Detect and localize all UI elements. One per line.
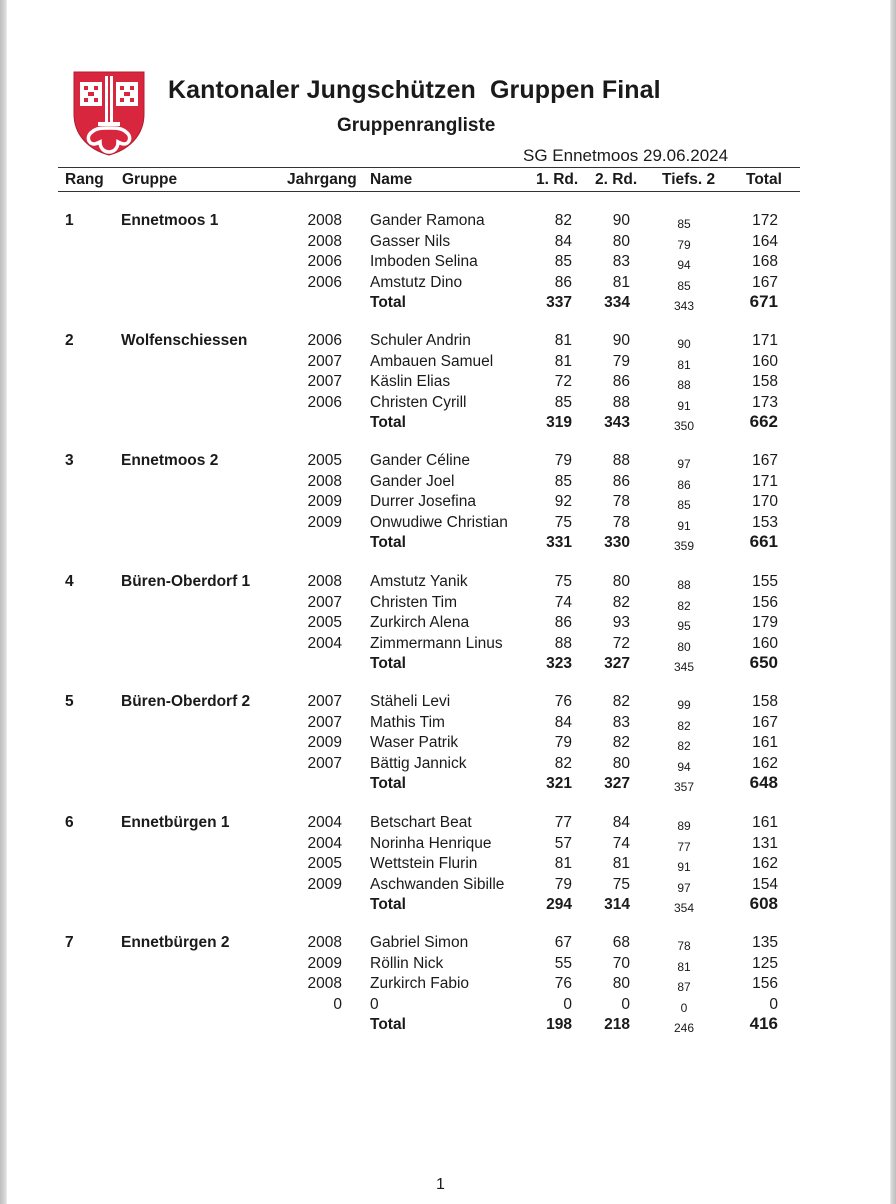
member-rd1: 79 [554,452,572,469]
group-sum-tiefs2: 359 [673,539,695,554]
member-name: Imboden Selina [370,253,478,271]
member-name: Amstutz Yanik [370,573,468,590]
member-rd1: 84 [554,713,572,731]
member-tiefs2: 89 [677,819,691,833]
member-rd1: 86 [554,273,572,291]
member-jahrgang: 2009 [307,954,342,972]
group-sum-total: 648 [749,773,778,793]
member-rd2: 82 [612,593,630,611]
col-header-total: Total [746,171,782,188]
member-tiefs2: 91 [677,518,691,533]
member-tiefs2: 88 [677,378,691,393]
group-total-label: Total [370,414,406,432]
member-rd1: 67 [554,934,572,951]
member-name: Gabriel Simon [370,934,469,951]
member-name: Gasser Nils [370,232,451,250]
member-rd2: 88 [612,393,630,411]
member-jahrgang: 2009 [307,734,342,752]
group-sum-rd2: 343 [604,414,630,432]
member-rd2: 70 [612,954,630,972]
member-total: 155 [752,573,778,590]
member-jahrgang: 2007 [307,593,342,611]
member-name: Ambauen Samuel [370,352,494,370]
member-rd2: 68 [612,934,630,951]
member-rd1: 88 [554,634,572,652]
member-tiefs2: 97 [677,457,691,471]
member-name: Bättig Jannick [370,754,467,772]
member-tiefs2: 88 [677,578,691,592]
group-sum-tiefs2: 357 [673,780,695,795]
member-jahrgang: 0 [333,995,342,1013]
member-jahrgang: 2008 [307,934,342,951]
member-tiefs2: 91 [677,398,691,413]
member-rd2: 88 [612,452,630,469]
member-name: Amstutz Dino [370,273,463,291]
member-jahrgang: 2007 [307,713,342,731]
member-rd2: 80 [612,573,630,590]
member-tiefs2: 0 [680,1000,688,1015]
member-jahrgang: 2009 [307,513,342,531]
group-total-label: Total [370,1016,406,1034]
group-sum-total: 608 [749,894,778,914]
member-tiefs2: 85 [677,217,691,231]
member-total: 173 [752,393,778,411]
member-total: 167 [752,273,778,291]
member-jahrgang: 2004 [307,834,342,852]
member-rd1: 85 [554,472,572,490]
member-name: Christen Tim [370,593,457,611]
member-rd2: 78 [612,493,630,511]
group-name: Wolfenschiessen [121,332,248,349]
member-tiefs2: 81 [677,959,691,974]
group-rank: 2 [65,332,74,349]
member-jahrgang: 2006 [307,332,342,349]
member-rd1: 79 [554,875,572,893]
member-tiefs2: 99 [677,698,691,712]
member-name: Betschart Beat [370,814,472,831]
member-total: 171 [752,332,778,349]
col-header-tiefs2: Tiefs. 2 [662,171,716,188]
col-header-rang: Rang [65,171,104,188]
member-rd1: 75 [554,513,572,531]
member-jahrgang: 2008 [307,573,342,590]
member-rd2: 0 [621,995,630,1013]
group-sum-total: 671 [749,292,778,312]
col-header-gruppe: Gruppe [122,171,178,188]
member-name: Durrer Josefina [370,493,476,511]
member-jahrgang: 2006 [307,253,342,271]
group-sum-rd2: 218 [604,1016,630,1034]
member-rd1: 81 [554,332,572,349]
member-rd2: 90 [612,212,630,229]
member-rd1: 81 [554,352,572,370]
member-jahrgang: 2008 [307,472,342,490]
member-name: Waser Patrik [370,734,459,752]
member-tiefs2: 94 [677,258,691,273]
member-rd2: 78 [612,513,630,531]
member-rd2: 86 [612,472,630,490]
member-tiefs2: 85 [677,498,691,513]
group-sum-tiefs2: 343 [673,299,695,314]
member-name: Onwudiwe Christian [370,513,508,531]
venue-date: SG Ennetmoos 29.06.2024 [523,146,729,165]
member-jahrgang: 2008 [307,212,342,229]
member-name: Zurkirch Fabio [370,975,470,993]
group-name: Ennetbürgen 2 [121,934,230,951]
group-sum-total: 416 [749,1014,778,1034]
member-total: 171 [752,472,778,490]
group-sum-rd1: 331 [546,534,572,552]
document-subtitle: Gruppenrangliste [337,115,496,136]
member-rd1: 82 [554,754,572,772]
member-name: Wettstein Flurin [370,855,478,873]
member-total: 156 [752,975,778,993]
member-tiefs2: 82 [677,718,691,733]
member-tiefs2: 91 [677,860,691,875]
group-rank: 3 [65,452,74,469]
member-tiefs2: 90 [677,337,691,351]
member-name: Zimmermann Linus [370,634,503,652]
member-rd2: 82 [612,734,630,752]
group-sum-rd1: 337 [546,294,572,312]
member-total: 168 [752,253,778,271]
member-rd1: 92 [554,493,572,511]
member-total: 135 [752,934,778,951]
member-rd1: 76 [554,693,572,710]
member-rd2: 90 [612,332,630,349]
member-tiefs2: 78 [677,939,691,953]
member-name: Zurkirch Alena [370,614,470,632]
group-sum-rd1: 321 [546,775,572,793]
member-tiefs2: 82 [677,598,691,613]
group-rank: 7 [65,934,74,951]
member-total: 170 [752,493,778,511]
member-total: 164 [752,232,778,250]
member-tiefs2: 94 [677,759,691,774]
col-header-name: Name [370,171,413,188]
member-rd1: 82 [554,212,572,229]
group-sum-rd2: 334 [604,294,630,312]
member-rd2: 93 [612,614,630,632]
group-sum-tiefs2: 246 [673,1021,695,1036]
group-sum-rd2: 327 [604,655,630,673]
member-rd2: 72 [612,634,630,652]
group-sum-rd1: 294 [546,896,572,914]
member-name: Gander Céline [370,452,470,469]
group-sum-rd1: 323 [546,655,572,673]
group-total-label: Total [370,534,406,552]
member-rd2: 83 [612,713,630,731]
col-header-rd1: 1. Rd. [536,171,579,188]
member-tiefs2: 97 [677,880,691,895]
member-total: 156 [752,593,778,611]
member-total: 131 [752,834,778,852]
member-jahrgang: 2007 [307,352,342,370]
group-sum-rd1: 319 [546,414,572,432]
member-jahrgang: 2005 [307,614,342,632]
member-name: Mathis Tim [370,713,445,731]
group-name: Büren-Oberdorf 1 [121,573,251,590]
member-name: Käslin Elias [370,373,451,391]
group-sum-rd2: 330 [604,534,630,552]
group-rank: 4 [65,573,74,590]
group-sum-total: 650 [749,653,778,673]
member-total: 160 [752,634,778,652]
member-name: Norinha Henrique [370,834,492,852]
member-total: 158 [752,693,778,710]
group-name: Büren-Oberdorf 2 [121,693,251,710]
member-tiefs2: 81 [677,357,691,372]
member-jahrgang: 2008 [307,975,342,993]
document-title: Kantonaler Jungschützen Gruppen Final [168,76,661,104]
member-jahrgang: 2009 [307,493,342,511]
member-jahrgang: 2008 [307,232,342,250]
group-name: Ennetbürgen 1 [121,814,230,831]
member-rd2: 74 [612,834,630,852]
group-name: Ennetmoos 2 [121,452,219,469]
member-tiefs2: 80 [677,639,691,654]
member-rd2: 83 [612,253,630,271]
member-rd2: 80 [612,754,630,772]
member-total: 153 [752,513,778,531]
group-total-label: Total [370,775,406,793]
member-rd1: 84 [554,232,572,250]
member-total: 154 [752,875,778,893]
member-tiefs2: 87 [677,980,691,995]
member-rd2: 79 [612,352,630,370]
member-rd1: 57 [554,834,572,852]
member-total: 0 [769,995,778,1013]
member-rd1: 85 [554,393,572,411]
group-sum-total: 662 [749,412,778,432]
member-rd1: 72 [554,373,572,391]
header-rule-bottom [58,191,800,192]
member-name: Aschwanden Sibille [370,875,505,893]
member-jahrgang: 2005 [307,452,342,469]
member-rd2: 81 [612,273,630,291]
member-rd1: 77 [554,814,572,831]
member-rd1: 85 [554,253,572,271]
group-total-label: Total [370,896,406,914]
member-rd1: 81 [554,855,572,873]
member-rd2: 80 [612,232,630,250]
member-tiefs2: 86 [677,477,691,492]
member-total: 179 [752,614,778,632]
member-total: 158 [752,373,778,391]
member-jahrgang: 2006 [307,273,342,291]
member-total: 161 [752,734,778,752]
member-jahrgang: 2007 [307,373,342,391]
group-total-label: Total [370,294,406,312]
member-rd2: 84 [612,814,630,831]
member-rd2: 75 [612,875,630,893]
member-name: Röllin Nick [370,954,444,972]
member-jahrgang: 2005 [307,855,342,873]
member-rd1: 55 [554,954,572,972]
member-tiefs2: 85 [677,278,691,293]
member-rd1: 0 [563,995,572,1013]
member-total: 125 [752,954,778,972]
member-tiefs2: 95 [677,619,691,634]
group-sum-tiefs2: 350 [673,419,695,434]
group-rank: 5 [65,693,74,710]
member-jahrgang: 2007 [307,754,342,772]
member-rd2: 81 [612,855,630,873]
member-total: 162 [752,754,778,772]
member-rd2: 82 [612,693,630,710]
group-name: Ennetmoos 1 [121,212,219,229]
group-sum-tiefs2: 354 [673,901,695,916]
member-rd1: 76 [554,975,572,993]
page-number: 1 [436,1176,445,1193]
member-tiefs2: 77 [677,839,691,854]
member-jahrgang: 2007 [307,693,342,710]
member-name: Schuler Andrin [370,332,471,349]
member-rd1: 86 [554,614,572,632]
nidwalden-coat-of-arms-icon [72,70,146,156]
member-rd1: 75 [554,573,572,590]
page-edge-right [890,0,896,1204]
group-sum-tiefs2: 345 [673,660,695,675]
member-total: 162 [752,855,778,873]
member-rd1: 79 [554,734,572,752]
member-rd2: 86 [612,373,630,391]
group-total-label: Total [370,655,406,673]
member-jahrgang: 2009 [307,875,342,893]
member-jahrgang: 2004 [307,814,342,831]
col-header-rd2: 2. Rd. [595,171,638,188]
group-rank: 6 [65,814,74,831]
group-sum-rd2: 314 [604,896,630,914]
member-name: Stäheli Levi [370,693,451,710]
member-rd1: 74 [554,593,572,611]
group-sum-rd1: 198 [546,1016,572,1034]
col-header-jahrgang: Jahrgang [287,171,357,188]
member-total: 167 [752,452,778,469]
member-total: 161 [752,814,778,831]
member-jahrgang: 2004 [307,634,342,652]
member-total: 160 [752,352,778,370]
member-name: Christen Cyrill [370,393,467,411]
page-edge-left [0,0,7,1204]
member-name: Gander Joel [370,472,455,490]
group-sum-total: 661 [749,532,778,552]
member-name: 0 [370,995,379,1013]
header-rule-top [58,167,800,168]
member-jahrgang: 2006 [307,393,342,411]
group-sum-rd2: 327 [604,775,630,793]
group-rank: 1 [65,212,74,229]
member-name: Gander Ramona [370,212,485,229]
member-total: 172 [752,212,778,229]
member-rd2: 80 [612,975,630,993]
member-total: 167 [752,713,778,731]
member-tiefs2: 79 [677,237,691,252]
member-tiefs2: 82 [677,739,691,754]
